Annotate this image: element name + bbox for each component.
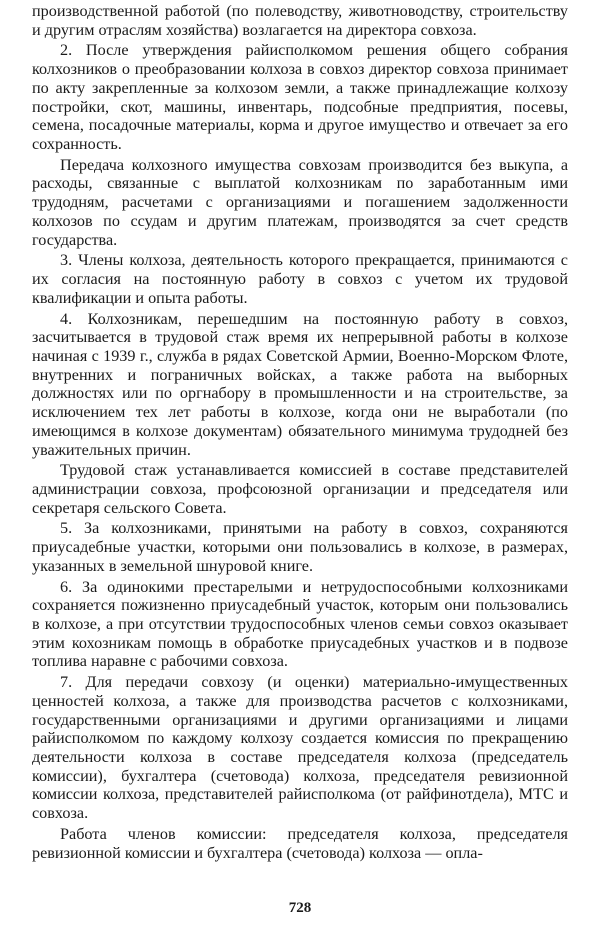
paragraph-item-3: 3. Члены колхоза, деятельность которого прекращается, принимаются с их согласия на постоянную работу в совхоз с учетом их трудовой квалификации и опыта работы. bbox=[32, 251, 568, 307]
paragraph-property-transfer: Передача колхозного имущества совхозам производится без выкупа, а расходы, связанные с выплатой колхозникам по заработанным ими трудодням, расчетами с организациями и погашением задолженности колхозов по ссудам и другим платежам, производятся за счет средств государства. bbox=[32, 155, 568, 249]
paragraph-work-experience: Трудовой стаж устанавливается комиссией в составе представителей администрации совхоза, профсоюзной организации и председателя или секретаря сельского Совета. bbox=[32, 461, 568, 517]
page-number: 728 bbox=[288, 900, 312, 916]
paragraph-item-5: 5. За колхозниками, принятыми на работу в совхоз, сохраняются приусадебные участки, которыми они пользовались в колхозе, в размерах, указанных в земельной шнуровой книге. bbox=[32, 519, 568, 575]
paragraph-item-6: 6. За одинокими престарелыми и нетрудоспособными колхозниками сохраняется пожизненно приусадебный участок, которым они пользовались в колхозе, а при отсутствии трудоспособных членов семьи совхоз оказывает этим кохозникам помощь в обработке приусадебных участков и в подвозе топлива наравне с рабочими совхоза. bbox=[32, 577, 568, 671]
paragraph-item-2: 2. После утверждения райисполкомом решения общего собрания колхозников о преобразовании колхоза в совхоз директор совхоза принимает по акту закрепленные за колхозом земли, а также принадлежащие колхозу постройки, скот, машины, инвентарь, подсобные предприятия, посевы, семена, посадочные материалы, корма и другое имущество и отвечает за его сохранность. bbox=[32, 41, 568, 154]
paragraph-item-7: 7. Для передачи совхозу (и оценки) материально-имущественных ценностей колхоза, а также для производства расчетов с колхозниками, государственными организациями и другими организациями и лицами райисполкомом по каждому колхозу создается комиссия по прекращению деятельности колхоза в составе председателя колхоза (председатель комиссии), бухгалтера (счетовода) колхоза, председателя ревизионной комиссии колхоза, представителей райисполкома (от райфинотдела), МТС и совхоза. bbox=[32, 673, 568, 823]
paragraph-item-4: 4. Колхозникам, перешедшим на постоянную работу в совхоз, засчитывается в трудовой стаж время их непрерывной работы в колхозе начиная с 1939 г., служба в рядах Советской Армии, Военно-Морском Флоте, внутренних и пограничных войсках, а также работа на выборных должностях или по оргнабору в промышленности и на строительстве, за исключением тех лет работы в колхозе, когда они не выработали (по имеющимся в колхозе документам) обязательного минимума трудодней без уважительных причин. bbox=[32, 309, 568, 459]
paragraph-continuation: производственной работой (по полеводству, животноводству, строительству и другим отраслям хозяйства) возлагается на директора совхоза. bbox=[32, 2, 568, 39]
paragraph-commission-work: Работа членов комиссии: председателя колхоза, председателя ревизионной комиссии и бухгалтера (счетовода) колхоза — опла- bbox=[32, 824, 568, 862]
page-body bbox=[32, 2, 568, 864]
